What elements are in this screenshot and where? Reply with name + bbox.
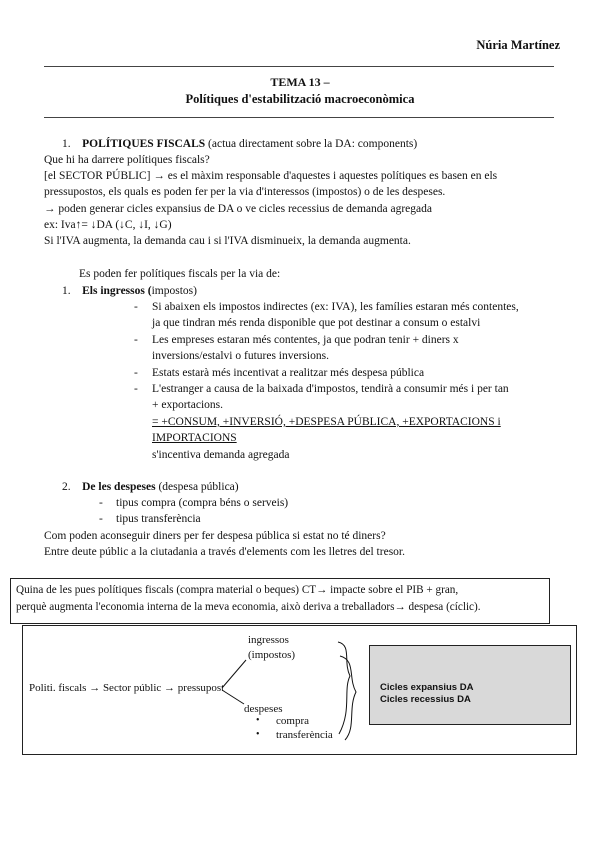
ingressos-bullet-3b: + exportacions. — [152, 399, 223, 411]
ingressos-effects-line1: = +CONSUM, +INVERSIÓ, +DESPESA PÚBLICA, +EXPORTACIONS i — [152, 416, 501, 428]
diagram-flow: Politi. fiscals → Sector públic → pressupost — [29, 682, 225, 694]
ingressos-bullet-2: Estats estarà més incentivat a realitzar més despesa pública — [152, 367, 425, 379]
ingressos-number: 1. — [62, 285, 71, 297]
section1-line-3: → poden generar cicles expansius de DA o ve cicles recessius de demanda agregada — [44, 203, 432, 215]
page-title-line1: TEMA 13 – — [270, 75, 330, 89]
bullet-dash: - — [99, 497, 103, 509]
section1-title-rest: (actua directament sobre la DA: components) — [205, 138, 418, 150]
section1-line-5: Si l'IVA augmenta, la demanda cau i si l'IVA disminueix, la demanda augmenta. — [44, 235, 411, 247]
section1-line-2: pressupostos, els quals es poden fer per la via d'interessos (impostos) o de les despeses. — [44, 186, 446, 198]
ingressos-bullet-1b: inversions/estalvi o futures inversions. — [152, 350, 329, 362]
ingressos-conclusion: s'incentiva demanda agregada — [152, 449, 290, 461]
page-title: Polítiques d'estabilització macroeconòmica — [185, 92, 415, 106]
diagram-compra: compra — [276, 715, 309, 727]
section1-line-1: [el SECTOR PÚBLIC] → es el màxim responsable d'aquestes i aquestes polítiques es basen en els — [44, 170, 498, 182]
ingressos-title: Els ingressos ( — [82, 285, 152, 297]
branch-up-line — [222, 660, 246, 688]
diagram-ingressos: ingressos — [248, 634, 289, 646]
despeses-after-1: Entre deute públic a la ciutadania a través d'elements com les lletres del tresor. — [44, 546, 405, 558]
despeses-after-0: Com poden aconseguir diners per fer despesa pública si estat no té diners? — [44, 530, 386, 542]
section1-line-4: ex: Iva↑= ↓DA (↓C, ↓I, ↓G) — [44, 219, 172, 231]
diagram-impostos: (impostos) — [248, 649, 296, 661]
note-box-line1: Quina de les pues polítiques fiscals (compra material o beques) CT→ impacte sobre el PIB + gran, — [16, 584, 459, 596]
ingressos-bullet-0: Si abaixen els impostos indirectes (ex: IVA), les famílies estaran més contentes, — [152, 301, 519, 313]
ingressos-title-rest: impostos) — [151, 285, 197, 297]
despeses-item-0: tipus compra (compra béns o serveis) — [116, 497, 289, 509]
note-box-line2: perquè augmenta l'economia interna de la meva economia, això deriva a treballadors→ despesa (cíclic). — [16, 601, 481, 613]
despeses-number: 2. — [62, 481, 71, 493]
despeses-title: De les despeses — [82, 481, 156, 493]
ingressos-effects-line2: IMPORTACIONS — [152, 432, 237, 444]
bullet-dot-icon: • — [256, 715, 260, 726]
bullet-dash: - — [134, 301, 138, 313]
bullet-dot-icon: • — [256, 729, 260, 740]
despeses-item-1: tipus transferència — [116, 513, 201, 525]
section1-line-0: Que hi ha darrere polítiques fiscals? — [44, 154, 210, 166]
despeses-title-rest: (despesa pública) — [155, 481, 239, 493]
cicles-recessius: Cicles recessius DA — [380, 694, 471, 705]
curly-brace-icon — [338, 642, 350, 734]
bullet-dash: - — [134, 367, 138, 379]
section1-intro-via: Es poden fer polítiques fiscals per la via de: — [79, 268, 281, 280]
bullet-dash: - — [134, 334, 138, 346]
ingressos-bullet-1: Les empreses estaran més contentes, ja que podran tenir + diners x — [152, 334, 459, 346]
branch-down-line — [222, 690, 244, 704]
section1-number: 1. — [62, 138, 71, 150]
ingressos-bullet-0b: ja que tindran més renda disponible que pot destinar a consum o estalvi — [152, 317, 481, 329]
diagram-despeses: despeses — [244, 703, 283, 715]
author-name: Núria Martínez — [476, 38, 560, 52]
bullet-dash: - — [99, 513, 103, 525]
bullet-dash: - — [134, 383, 138, 395]
ingressos-bullet-3: L'estranger a causa de la baixada d'impostos, tendirà a consumir més i per tan — [152, 383, 509, 395]
section1-title: POLÍTIQUES FISCALS — [82, 138, 206, 150]
diagram-transferencia: transferència — [276, 729, 333, 741]
cicles-expansius: Cicles expansius DA — [380, 682, 474, 693]
